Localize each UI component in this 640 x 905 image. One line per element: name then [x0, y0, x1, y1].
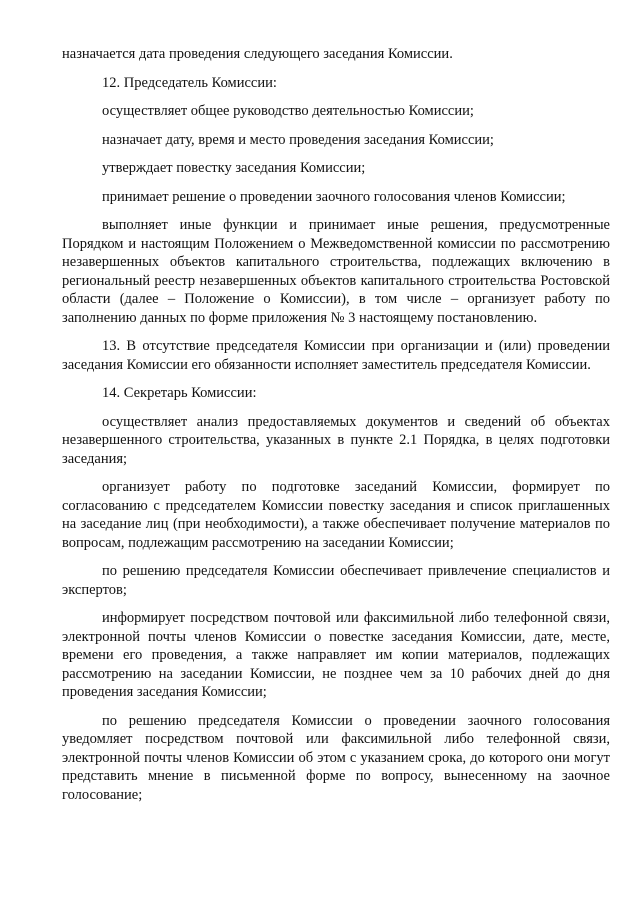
paragraph: по решению председателя Комиссии обеспечивает привлечение специалистов и экспертов; — [62, 563, 610, 598]
document-body — [62, 45, 610, 814]
paragraph-continuation: назначается дата проведения следующего заседания Комиссии. — [62, 46, 453, 62]
paragraph: осуществляет общее руководство деятельностью Комиссии; — [102, 103, 474, 119]
paragraph-item-12: 12. Председатель Комиссии: — [102, 74, 277, 91]
paragraph: осуществляет анализ предоставляемых документов и сведений об объектах незавершенного строительства, указанных в пункте 2.1 Порядка, в целях подготовки заседания; — [62, 413, 610, 467]
paragraph: назначает дату, время и место проведения заседания Комиссии; — [102, 131, 494, 148]
paragraph: утверждает повестку заседания Комиссии; — [102, 160, 366, 176]
paragraph: организует работу по подготовке заседаний Комиссии, формирует по согласованию с председателем Комиссии повестку заседания и список приглашенных на заседание лиц (при необходимости), а также обеспечивает получение материалов по вопросам, подлежащим рассмотрению на заседании Комиссии; — [62, 479, 610, 551]
paragraph: принимает решение о проведении заочного голосования членов Комиссии; — [102, 188, 566, 205]
paragraph-item-13: 13. В отсутствие председателя Комиссии при организации и (или) проведении заседания Комиссии его обязанности исполняет заместитель председателя Комиссии. — [62, 338, 610, 373]
paragraph-item-14: 14. Секретарь Комиссии: — [102, 385, 257, 401]
paragraph: информирует посредством почтовой или факсимильной либо телефонной связи, электронной почты членов Комиссии о повестке заседания Комиссии, дате, месте, времени его проведения, а также направляет им копии материалов, подлежащих рассмотрению на заседании Комиссии, не позднее чем за 10 рабочих дней до дня проведения заседания Комиссии; — [62, 610, 610, 700]
paragraph: по решению председателя Комиссии о проведении заочного голосования уведомляет посредством почтовой или факсимильной либо телефонной связи, электронной почты членов Комиссии об этом с указанием срока, до которого они могут представить мнение в письменной форме по вопросу, вынесенному на заочное голосование; — [62, 712, 610, 803]
paragraph: выполняет иные функции и принимает иные решения, предусмотренные Порядком и настоящим Положением о Межведомственной комиссии по рассмотрению незавершенных объектов капитального строительства, подлежащих включению в региональный реестр незавершенных объектов капитального строительства Ростовской области (далее – Положение о Комиссии), в том числе – организует работу по заполнению данных по форме приложения № 3 настоящему постановлению. — [62, 217, 610, 326]
